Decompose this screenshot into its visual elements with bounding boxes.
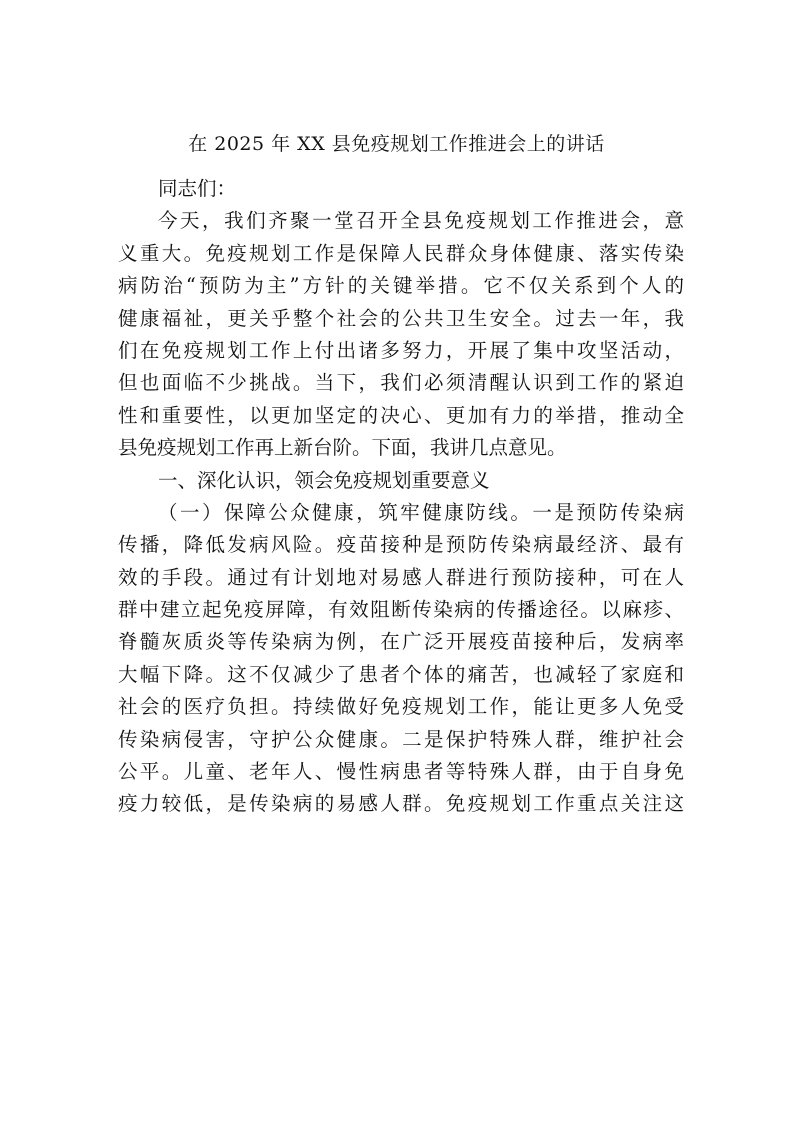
- section-heading: 一、深化认识，领会免疫规划重要意义: [158, 468, 490, 492]
- text-line: 同志们：: [158, 177, 237, 200]
- document-body: [118, 173, 684, 821]
- text-line: 脊髓灰质炎等传染病为例，在广泛开展疫苗接种后，发病率: [118, 630, 684, 654]
- text-line: （一）保障公众健康，筑牢健康防线。一是预防传染病: [158, 500, 684, 524]
- text-line: 公平。儿童、老年人、慢性病患者等特殊人群，由于自身免: [118, 760, 684, 784]
- text-line: 大幅下降。这不仅减少了患者个体的痛苦，也减轻了家庭和: [118, 662, 684, 686]
- text-line: 传播，降低发病风险。疫苗接种是预防传染病最经济、最有: [118, 533, 684, 557]
- text-line: 疫力较低，是传染病的易感人群。免疫规划工作重点关注这: [118, 792, 684, 816]
- text-line: 但也面临不少挑战。当下，我们必须清醒认识到工作的紧迫: [118, 371, 684, 395]
- text-line: 效的手段。通过有计划地对易感人群进行预防接种，可在人: [118, 565, 684, 589]
- text-line: 社会的医疗负担。持续做好免疫规划工作，能让更多人免受: [118, 695, 684, 719]
- text-line: 传染病侵害，守护公众健康。二是保护特殊人群，维护社会: [118, 727, 684, 751]
- text-line: 义重大。免疫规划工作是保障人民群众身体健康、落实传染: [118, 241, 684, 265]
- text-line: 病防治“预防为主”方针的关键举措。它不仅关系到个人的: [118, 274, 684, 298]
- text-line: 今天，我们齐聚一堂召开全县免疫规划工作推进会，意: [158, 209, 684, 233]
- text-line: 们在免疫规划工作上付出诸多努力，开展了集中攻坚活动，: [118, 338, 684, 362]
- document-title: 在 2025 年 XX 县免疫规划工作推进会上的讲话: [188, 133, 605, 155]
- text-line: 县免疫规划工作再上新台阶。下面，我讲几点意见。: [118, 436, 567, 460]
- text-line: 群中建立起免疫屏障，有效阻断传染病的传播途径。以麻疹、: [118, 598, 684, 622]
- text-line: 性和重要性，以更加坚定的决心、更加有力的举措，推动全: [118, 403, 684, 427]
- text-line: 健康福祉，更关乎整个社会的公共卫生安全。过去一年，我: [118, 306, 684, 330]
